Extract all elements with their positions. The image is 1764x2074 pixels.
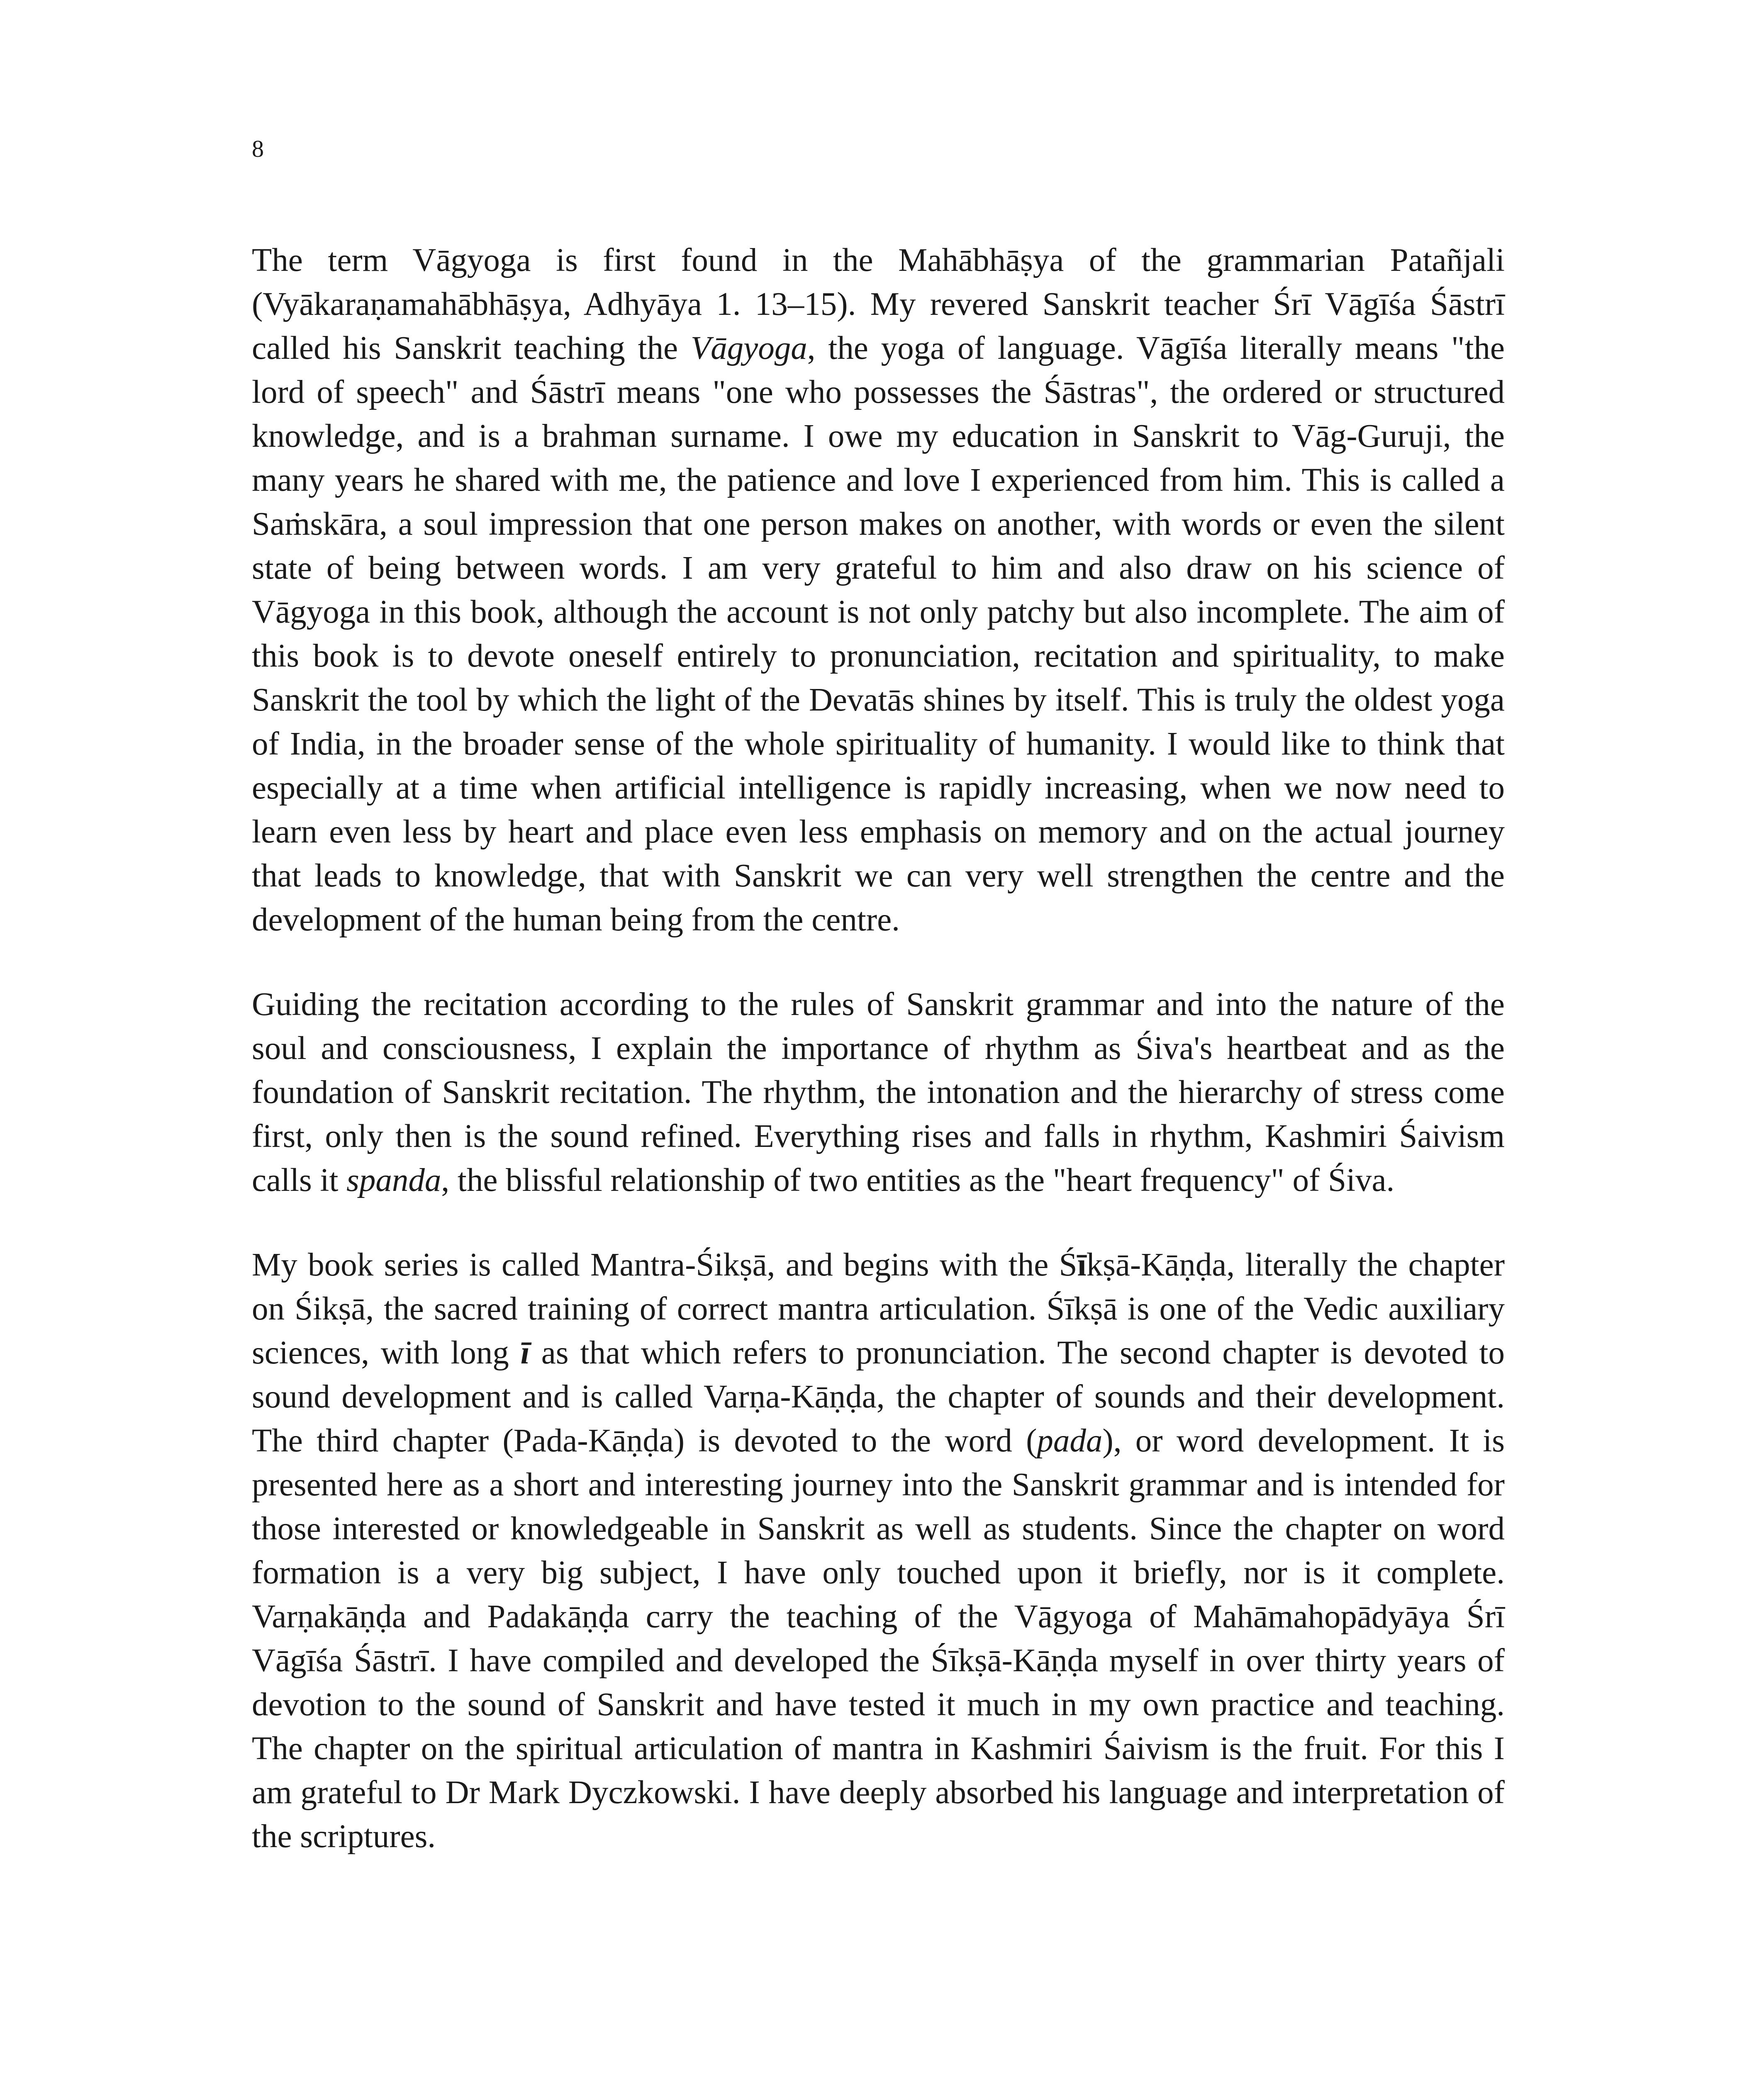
text-run: The term Vāgyoga is first found in the Mahābhāṣya of the grammarian Patañjali (Vyākaraṇamahābhāṣya, Adhyāya 1. 13–15). My revered Sanskrit teacher Śrī Vāgīśa Śāstrī called his Sanskrit teaching the xyxy=(252,242,1505,366)
page-number: 8 xyxy=(252,135,264,162)
text-run: as that which refers to pronunciation. The second chapter is devoted to sound development and is called Varṇa-Kāṇḍa, the chapter of sounds and their development. The third chapter (Pada-Kāṇḍa) is devoted to the word ( xyxy=(252,1335,1505,1459)
text-run: kṣā-Kāṇḍa, literally the chapter on Śikṣā, the sacred training of correct mantra articulation. Śīkṣā is one of the Vedic auxiliary sciences, with long xyxy=(252,1247,1505,1371)
text-run: ī xyxy=(520,1335,530,1371)
paragraph-3 xyxy=(252,1243,1505,1859)
paragraph-1 xyxy=(252,239,1505,942)
text-run: Guiding the recitation according to the rules of Sanskrit grammar and into the nature of the soul and consciousness, I explain the importance of rhythm as Śiva's heartbeat and as the foundation of Sanskrit recitation. The rhythm, the intonation and the hierarchy of stress come first, only then is the sound refined. Everything rises and falls in rhythm, Kashmiri Śaivism calls it xyxy=(252,986,1505,1198)
paragraph-2 xyxy=(252,983,1505,1203)
text-run: , the blissful relationship of two entities as the "heart frequency" of Śiva. xyxy=(441,1162,1395,1198)
body-text xyxy=(252,239,1505,1859)
text-run: spanda xyxy=(346,1162,441,1198)
text-run: Vāgyoga xyxy=(690,330,807,366)
text-run: ), or word development. It is presented here as a short and interesting journey into the Sanskrit grammar and is intended for those interested or knowledgeable in Sanskrit as well as students. Since the chapter on word formation is a very big subject, I have only touched upon it briefly, nor is it complete. Varṇakāṇḍa and Padakāṇḍa carry the teaching of the Vāgyoga of Mahāmahopādyāya Śrī Vāgīśa Śāstrī. I have compiled and developed the Śīkṣā-Kāṇḍa myself in over thirty years of devotion to the sound of Sanskrit and have tested it much in my own practice and teaching. The chapter on the spiritual articulation of mantra in Kashmiri Śaivism is the fruit. For this I am grateful to Dr Mark Dyczkowski. I have deeply absorbed his language and interpretation of the scriptures. xyxy=(252,1423,1505,1855)
text-run: ī xyxy=(1077,1247,1087,1283)
text-run: , the yoga of language. Vāgīśa literally means "the lord of speech" and Śāstrī means "one who possesses the Śāstras", the ordered or structured knowledge, and is a brahman surname. I owe my education in Sanskrit to Vāg-Guruji, the many years he shared with me, the patience and love I experienced from him. This is called a Saṁskāra, a soul impression that one person makes on another, with words or even the silent state of being between words. I am very grateful to him and also draw on his science of Vāgyoga in this book, although the account is not only patchy but also incomplete. The aim of this book is to devote oneself entirely to pronunciation, recitation and spirituality, to make Sanskrit the tool by which the light of the Devatās shines by itself. This is truly the oldest yoga of India, in the broader sense of the whole spirituality of humanity. I would like to think that especially at a time when artificial intelligence is rapidly increasing, when we now need to learn even less by heart and place even less emphasis on memory and on the actual journey that leads to knowledge, that with Sanskrit we can very well strengthen the centre and the development of the human being from the centre. xyxy=(252,330,1505,938)
text-run: pada xyxy=(1037,1423,1103,1459)
text-run: My book series is called Mantra-Śikṣā, and begins with the Ś xyxy=(252,1247,1077,1283)
